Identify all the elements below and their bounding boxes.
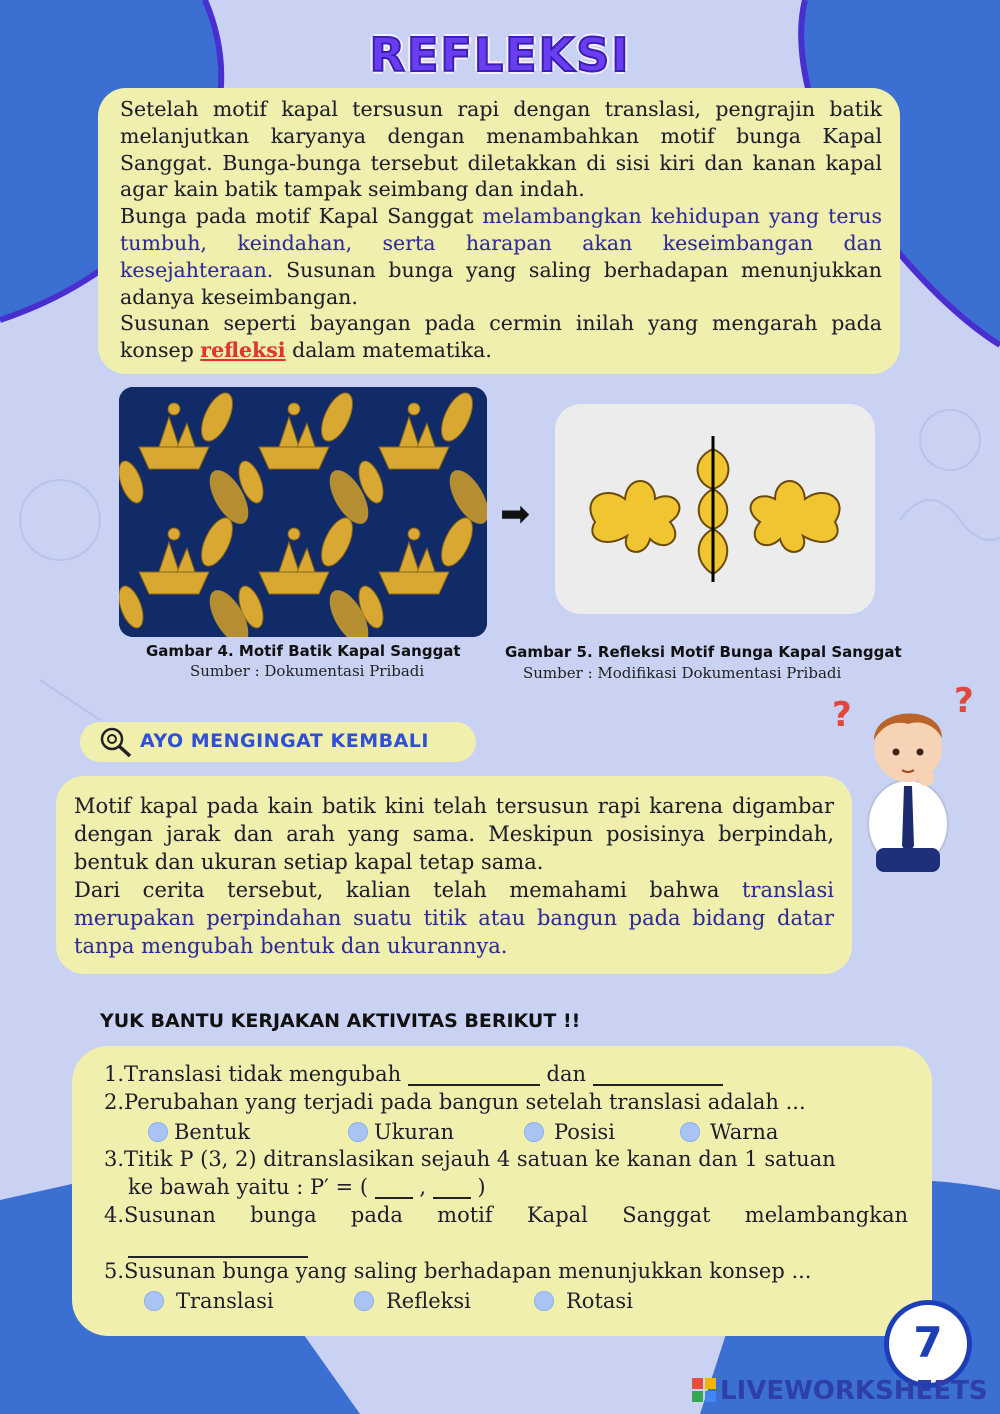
option-label: Warna [710, 1120, 779, 1144]
intro-paragraph-3 [120, 310, 882, 364]
recall-paragraph-1: Motif kapal pada kain batik kini telah tersusun rapi karena digambar dengan jarak dan arah yang sama. Meskipun posisinya berpindah, bentuk dan ukuran setiap kapal tetap sama. [74, 794, 834, 874]
figure-4-source: Sumber : Dokumentasi Pribadi [190, 662, 425, 680]
answer-blank[interactable] [408, 1064, 540, 1086]
intro-text: Bunga pada motif Kapal Sanggat [120, 204, 483, 229]
answer-blank[interactable] [593, 1064, 723, 1086]
batik-kapal-sanggat-image [119, 387, 487, 637]
intro-paragraph-1: Setelah motif kapal tersusun rapi dengan translasi, pengrajin batik melanjutkan karyanya dengan menambahkan motif bunga Kapal Sanggat. Bunga-bunga tersebut diletakkan di sisi kiri dan kanan kapal agar kain batik tampak seimbang dan indah. [120, 97, 882, 202]
option-rotasi[interactable] [534, 1289, 633, 1313]
reflected-flower-image [555, 404, 875, 614]
radio-button[interactable] [144, 1291, 164, 1311]
option-warna[interactable] [680, 1120, 778, 1144]
question-text: ) [470, 1175, 486, 1199]
question-3 [104, 1147, 836, 1171]
question-number: 4. [104, 1203, 125, 1227]
question-3-line-2 [128, 1175, 486, 1199]
radio-button[interactable] [534, 1291, 554, 1311]
option-label: Posisi [554, 1120, 615, 1144]
option-ukuran[interactable] [348, 1120, 454, 1144]
option-label: Translasi [176, 1289, 274, 1313]
question-text: Susunan bunga pada motif Kapal Sanggat melambangkan [124, 1203, 908, 1227]
question-1 [104, 1062, 723, 1086]
recall-text: Dari cerita tersebut, kalian telah memahami bahwa [74, 878, 742, 902]
radio-button[interactable] [524, 1122, 544, 1142]
question-text: Perubahan yang terjadi pada bangun setelah translasi adalah ... [124, 1090, 806, 1114]
question-text: , [412, 1175, 433, 1199]
question-4 [104, 1203, 908, 1227]
question-number: 2. [104, 1090, 125, 1114]
question-number: 1. [104, 1062, 125, 1086]
arrow-icon: ➡ [500, 494, 531, 535]
recall-highlight: translasi merupakan perpindahan suatu titik atau bangun pada bidang datar tanpa mengubah bentuk dan ukurannya. [74, 878, 834, 958]
svg-text:?: ? [954, 681, 974, 721]
figure-4-caption: Gambar 4. Motif Batik Kapal Sanggat [146, 642, 461, 660]
option-bentuk[interactable] [148, 1120, 250, 1144]
intro-card [98, 88, 900, 374]
option-label: Rotasi [566, 1289, 633, 1313]
intro-text: Susunan bunga yang saling berhadapan menunjukkan adanya keseimbangan. [120, 257, 882, 309]
question-text: Titik P (3, 2) ditranslasikan sejauh 4 satuan ke kanan dan 1 satuan [124, 1147, 836, 1171]
question-text: Susunan bunga yang saling berhadapan menunjukkan konsep ... [124, 1259, 812, 1283]
answer-blank[interactable] [433, 1177, 471, 1199]
figure-5-caption: Gambar 5. Refleksi Motif Bunga Kapal Sanggat [505, 643, 902, 661]
option-label: Bentuk [174, 1120, 251, 1144]
option-posisi[interactable] [524, 1120, 615, 1144]
recall-heading-pill [80, 722, 476, 762]
radio-button[interactable] [354, 1291, 374, 1311]
option-label: Refleksi [386, 1289, 471, 1313]
intro-highlight: melambangkan kehidupan yang terus tumbuh, keindahan, serta harapan akan keseimbangan dan kesejahteraan. [120, 204, 882, 282]
page-number-badge: 7 [884, 1300, 972, 1388]
intro-text: Susunan seperti bayangan pada cermin inilah yang mengarah pada konsep [120, 311, 882, 363]
answer-blank[interactable] [128, 1236, 308, 1258]
radio-button[interactable] [148, 1122, 168, 1142]
figure-5-source: Sumber : Modifikasi Dokumentasi Pribadi [523, 664, 842, 682]
intro-paragraph-2 [120, 203, 882, 310]
question-text: Translasi tidak mengubah [124, 1062, 408, 1086]
question-text: dan [539, 1062, 593, 1086]
page-title: REFLEKSI [369, 28, 631, 82]
option-refleksi[interactable] [354, 1289, 471, 1313]
question-2 [104, 1090, 806, 1114]
magnifier-gear-icon [98, 725, 134, 759]
question-text: ke bawah yaitu : P′ = ( [128, 1175, 375, 1199]
intro-text: dalam matematika. [285, 338, 492, 363]
thinking-boy-illustration [830, 676, 990, 876]
question-number: 5. [104, 1259, 125, 1283]
liveworksheets-watermark: LIVEWORKSHEETS [720, 1376, 988, 1406]
question-5 [104, 1259, 811, 1283]
recall-paragraph-2 [74, 876, 834, 960]
svg-text:?: ? [832, 695, 852, 735]
radio-button[interactable] [680, 1122, 700, 1142]
recall-card [56, 776, 852, 974]
option-translasi[interactable] [144, 1289, 274, 1313]
option-label: Ukuran [374, 1120, 455, 1144]
question-number: 3. [104, 1147, 125, 1171]
answer-blank[interactable] [375, 1177, 413, 1199]
liveworksheets-logo-icon [692, 1378, 716, 1402]
radio-button[interactable] [348, 1122, 368, 1142]
recall-heading: AYO MENGINGAT KEMBALI [140, 730, 429, 752]
activity-heading: YUK BANTU KERJAKAN AKTIVITAS BERIKUT !! [100, 1010, 581, 1032]
refleksi-keyword: refleksi [200, 338, 286, 363]
